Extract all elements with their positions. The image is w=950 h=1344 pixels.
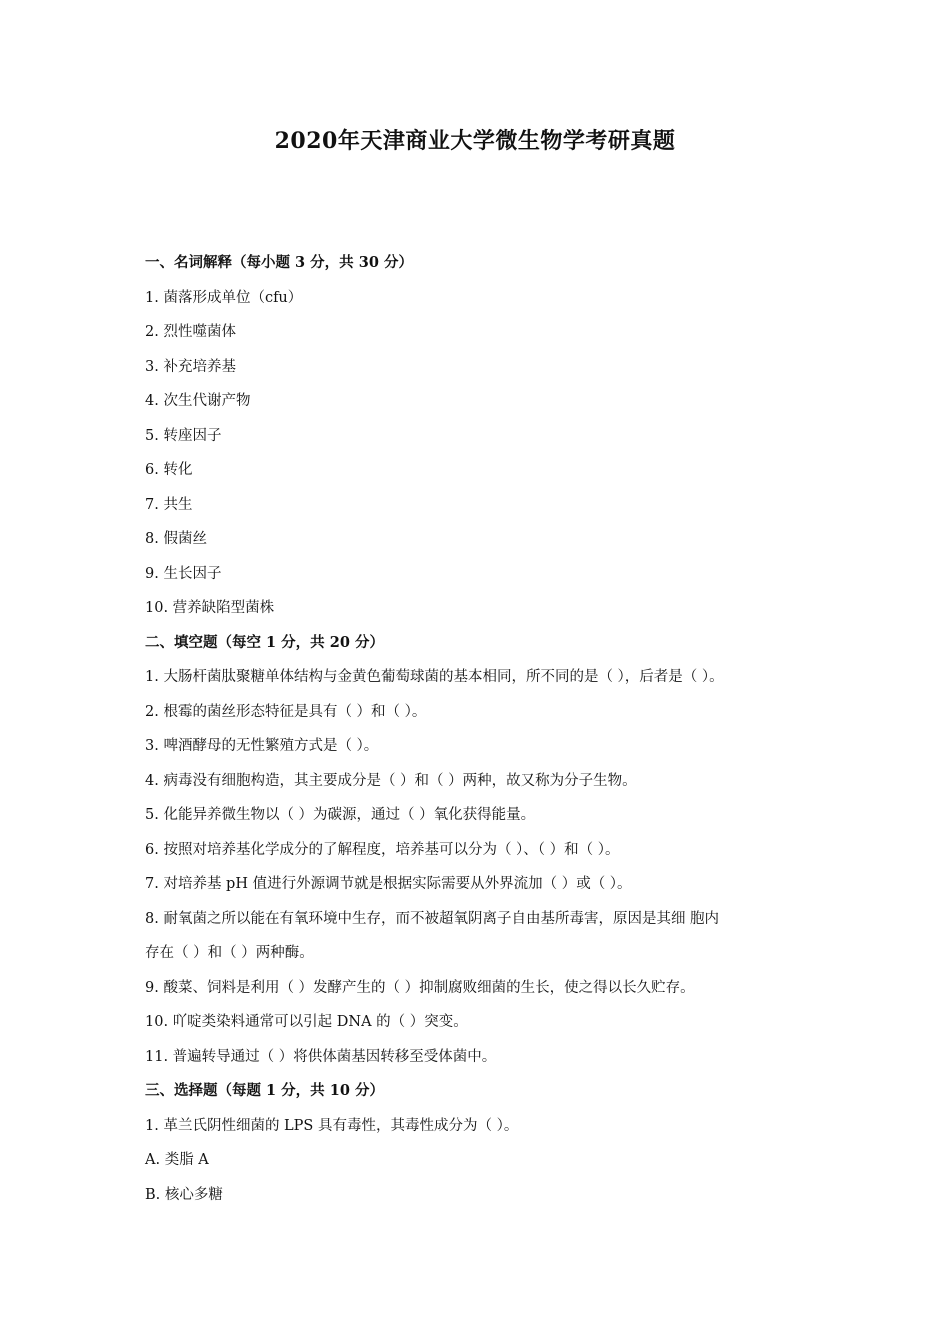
question-line: 9. 生长因子 — [145, 565, 222, 582]
question-line: 6. 按照对培养基化学成分的了解程度，培养基可以分为（ ）、（ ）和（ ）。 — [145, 841, 620, 858]
question-line: 1. 大肠杆菌肽聚糖单体结构与金黄色葡萄球菌的基本相同，所不同的是（ ），后者是（ ）。 — [145, 669, 724, 685]
question-line: 8. 假菌丝 — [145, 531, 207, 547]
question-line: 6. 转化 — [145, 462, 193, 478]
section-heading-definitions: 一、名词解释（每小题 3 分，共 30 分） — [145, 254, 413, 271]
question-line: 7. 对培养基 pH 值进行外源调节就是根据实际需要从外界流加（ ）或（ ）。 — [145, 876, 632, 892]
question-line: 8. 耐氧菌之所以能在有氧环境中生存，而不被超氧阴离子自由基所毒害，原因是其细 胞内 — [145, 910, 720, 927]
section-heading-multiple-choice: 三、选择题（每题 1 分，共 10 分） — [145, 1082, 384, 1099]
question-line: 2. 根霉的菌丝形态特征是具有（ ）和（ ）。 — [145, 703, 427, 720]
choice-option: A. 类脂 A — [145, 1152, 209, 1168]
question-line: 11. 普遍转导通过（ ）将供体菌基因转移至受体菌中。 — [145, 1048, 497, 1065]
choice-option: B. 核心多糖 — [145, 1186, 223, 1203]
question-line: 4. 次生代谢产物 — [145, 393, 251, 409]
question-line: 3. 补充培养基 — [145, 358, 236, 375]
question-line: 1. 革兰氏阴性细菌的 LPS 具有毒性，其毒性成分为（ ）。 — [145, 1117, 519, 1134]
question-line: 3. 啤酒酵母的无性繁殖方式是（ ）。 — [145, 738, 379, 754]
question-line: 1. 菌落形成单位（cfu） — [145, 289, 303, 306]
question-line: 2. 烈性噬菌体 — [145, 324, 236, 340]
exam-content — [145, 250, 865, 1216]
question-line: 4. 病毒没有细胞构造，其主要成分是（ ）和（ ）两种，故又称为分子生物。 — [145, 772, 637, 789]
question-line: 5. 化能异养微生物以（ ）为碳源，通过（ ）氧化获得能量。 — [145, 807, 536, 823]
question-line: 9. 酸菜、饲料是利用（ ）发酵产生的（ ）抑制腐败细菌的生长，使之得以长久贮存。 — [145, 979, 695, 996]
question-line: 10. 营养缺陷型菌株 — [145, 600, 275, 616]
question-line-continuation: 存在（ ）和（ ）两种酶。 — [145, 945, 314, 961]
page-title: 2020年天津商业大学微生物学考研真题 — [274, 128, 676, 154]
question-line: 7. 共生 — [145, 496, 193, 513]
section-heading-fill-in: 二、填空题（每空 1 分，共 20 分） — [145, 633, 384, 651]
question-line: 5. 转座因子 — [145, 427, 222, 444]
question-line: 10. 吖啶类染料通常可以引起 DNA 的（ ）突变。 — [145, 1014, 468, 1030]
